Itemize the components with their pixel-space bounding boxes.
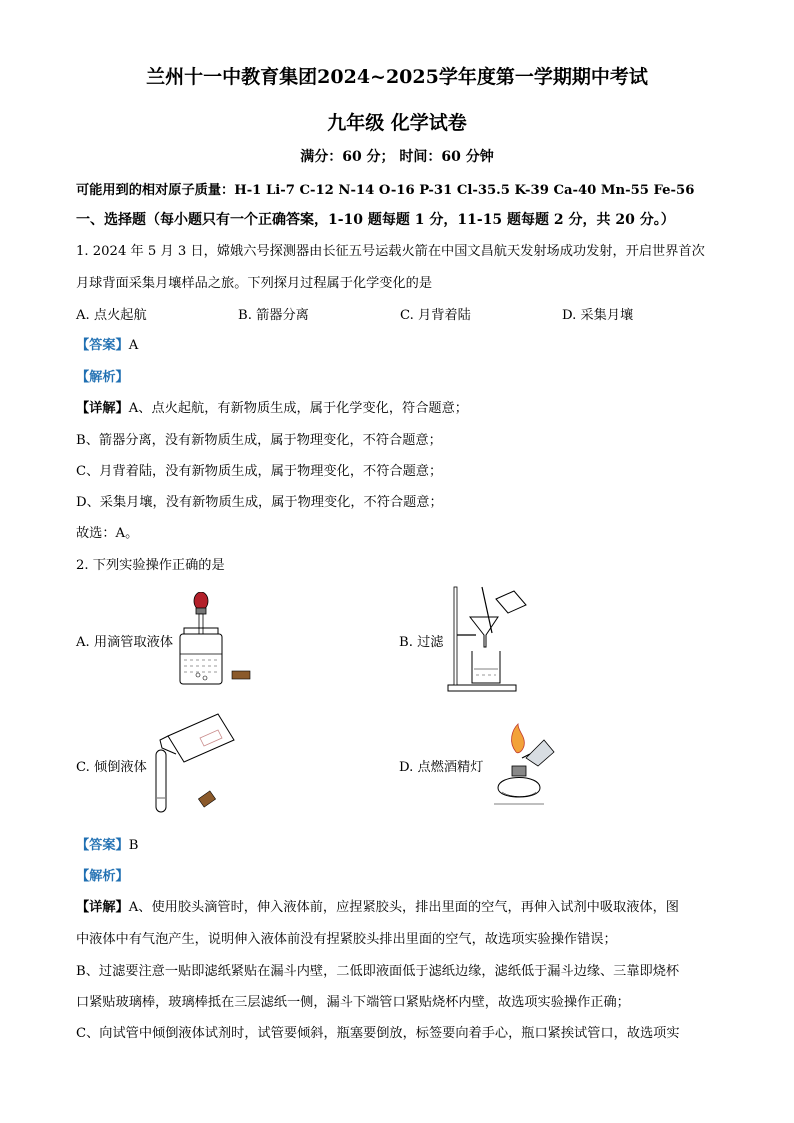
q1-conclusion: 故选：A。 (76, 526, 139, 541)
q1-answer: A (128, 338, 139, 353)
exam-title: 兰州十一中教育集团2024~2025学年度第一学期期中考试 (146, 66, 648, 88)
q2-option-c: C. 倾倒液体 (76, 760, 147, 775)
q2-stem: 2. 下列实验操作正确的是 (76, 558, 225, 573)
q2-detail-b1: B、过滤要注意一贴即滤纸紧贴在漏斗内壁，二低即液面低于滤纸边缘，滤纸低于漏斗边缘、三靠即烧杯 (76, 964, 680, 979)
detail-tag: 【详解】 (76, 900, 129, 915)
q2-detail-a1: A、使用胶头滴管时，伸入液体前，应捏紧胶头，排出里面的空气，再伸入试剂中吸取液体，图 (128, 900, 679, 915)
q1-analysis-tag: 【解析】 (76, 370, 129, 385)
q2-analysis-tag: 【解析】 (76, 869, 129, 884)
alcohol-lamp-figure (486, 722, 556, 808)
q1-option-a: A. 点火起航 (76, 308, 147, 323)
answer-tag: 【答案】 (76, 838, 129, 853)
q2-answer: B (128, 838, 139, 853)
q1-answer-row (76, 334, 138, 353)
q2-answer-row (76, 834, 138, 853)
q1-stem-line2: 月球背面采集月壤样品之旅。下列探月过程属于化学变化的是 (76, 276, 433, 291)
q1-detail-b: B、箭器分离，没有新物质生成，属于物理变化，不符合题意； (76, 433, 442, 448)
section-heading: 一、选择题（每小题只有一个正确答案，1-10 题每题 1 分，11-15 题每题 2 分，共 20 分。） (76, 212, 675, 228)
q1-option-b: B. 箭器分离 (238, 308, 309, 323)
exam-subtitle: 九年级 化学试卷 (327, 112, 467, 134)
detail-tag: 【详解】 (76, 401, 129, 416)
q2-option-a: A. 用滴管取液体 (76, 635, 174, 650)
q1-stem-line1: 1. 2024 年 5 月 3 日，嫦娥六号探测器由长征五号运载火箭在中国文昌航天发射场成功发射，开启世界首次 (76, 244, 705, 259)
q1-detail-d: D、采集月壤，没有新物质生成，属于物理变化，不符合题意； (76, 495, 443, 510)
q2-detail-row (76, 896, 679, 915)
atomic-mass-line: 可能用到的相对原子质量：H-1 Li-7 C-12 N-14 O-16 P-31 Cl-35.5 K-39 Ca-40 Mn-55 Fe-56 (76, 183, 695, 198)
q1-detail-c: C、月背着陆，没有新物质生成，属于物理变化，不符合题意； (76, 464, 443, 479)
q1-detail-a: A、点火起航，有新物质生成，属于化学变化，符合题意； (128, 401, 468, 416)
q2-detail-c1: C、向试管中倾倒液体试剂时，试管要倾斜，瓶塞要倒放，标签要向着手心，瓶口紧挨试管口，故选项实 (76, 1026, 680, 1041)
filtration-figure (446, 585, 532, 693)
dropper-figure (174, 592, 254, 688)
answer-tag: 【答案】 (76, 338, 129, 353)
q2-detail-b2: 口紧贴玻璃棒，玻璃棒抵在三层滤纸一侧，漏斗下端管口紧贴烧杯内壁，故选项实验操作正确； (76, 995, 630, 1010)
q2-option-d: D. 点燃酒精灯 (399, 760, 484, 775)
pouring-figure (148, 710, 242, 818)
q1-option-c: C. 月背着陆 (400, 308, 471, 323)
q1-option-d: D. 采集月壤 (562, 308, 634, 323)
q1-detail-row (76, 397, 468, 416)
q2-detail-a2: 中液体中有气泡产生，说明伸入液体前没有捏紧胶头排出里面的空气，故选项实验操作错误； (76, 932, 617, 947)
score-time: 满分：60 分； 时间：60 分钟 (300, 149, 494, 165)
q2-option-b: B. 过滤 (399, 635, 444, 650)
